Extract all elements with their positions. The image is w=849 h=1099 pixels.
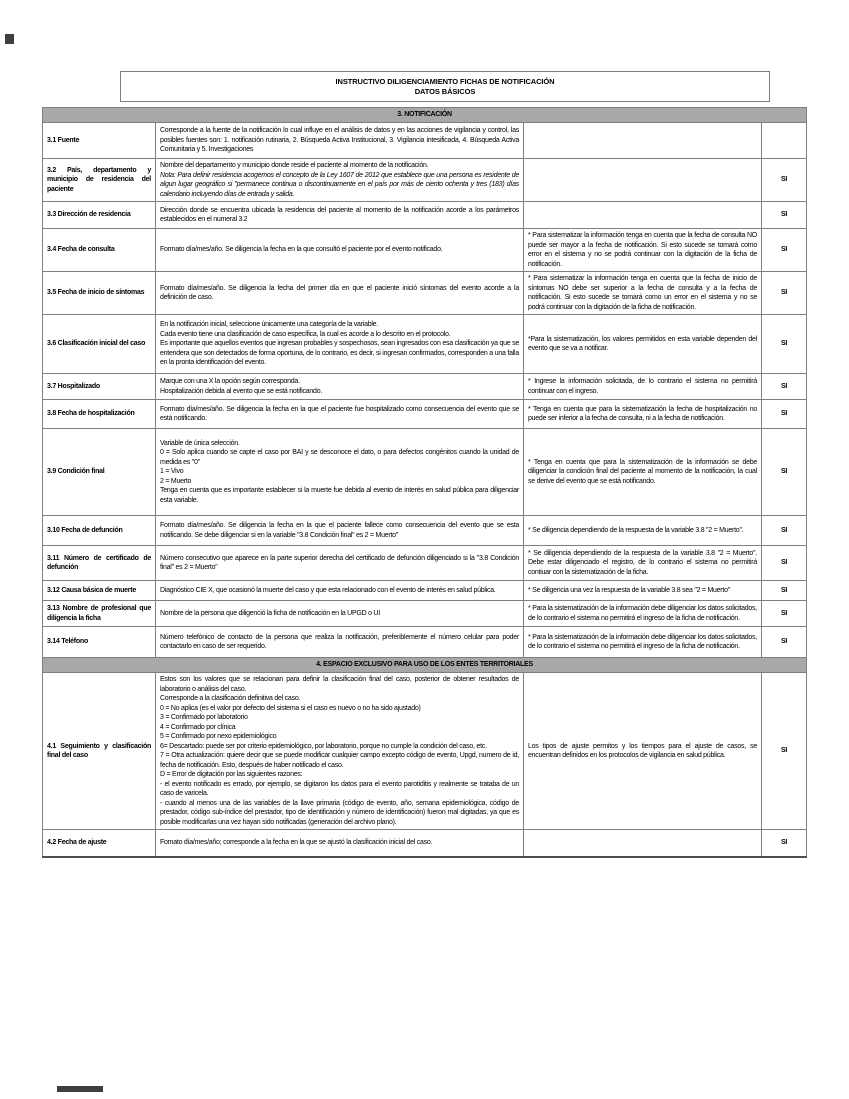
variable-cell: 3.4 Fecha de consulta <box>43 229 156 272</box>
variable-cell: 4.1 Seguimiento y clasificación final del caso <box>43 673 156 830</box>
description-paragraph: Fomato día/mes/año; corresponde a la fecha en la que se ajustó la clasificación inicial del caso. <box>160 839 433 846</box>
description-paragraph: 1 = Vivo <box>160 468 184 476</box>
description-paragraph: Número telefónico de contacto de la persona que realiza la notificación, preferiblemente el número celular para poder contactarlo en caso de ser requerido. <box>160 633 519 650</box>
si-cell: SI <box>762 673 807 830</box>
si-cell: SI <box>762 400 807 429</box>
description-paragraph: Nota: Para definir residencia acogemos el concepto de la Ley 1607 de 2012 que establece que una persona es residente de algun lugar geográfico si "permanece continua o discontinuamente en el país por más de ciento ochenta y tres (183) días calendario incluyendo días de entrada y salida. <box>160 171 519 198</box>
description-paragraph: Corresponde a la clasificación definitiva del caso. <box>160 695 301 702</box>
si-cell: SI <box>762 546 807 581</box>
variable-cell: 4.2 Fecha de ajuste <box>43 830 156 857</box>
description-paragraph: Es importante que aquellos eventos que ingresan probables y sospechosos, sean ingresados con esa clasificación ya que se entendera que son detectados de forma oportuna, de lo contrario, es decir, si ingresan confirmados, corresponden a una falla en la pronta identificación del evento. <box>160 340 519 367</box>
document-title-box <box>120 71 770 102</box>
description-paragraph: Dirección donde se encuentra ubicada la residencia del paciente al momento de la notificación acorde a los parámetros establecidos en el numeral 3.2 <box>160 206 519 223</box>
si-cell: SI <box>762 315 807 374</box>
description-paragraph: Número consecutivo que aparece en la parte superior derecha del certificado de defunción diligenciado si la "3.8 Condición final" es 2 = Muerto" <box>160 554 519 571</box>
variable-cell: 3.5 Fecha de inicio de síntomas <box>43 272 156 315</box>
table-row <box>43 374 807 400</box>
description-cell <box>156 429 524 516</box>
description-paragraph: Variable de única selección. <box>160 439 240 447</box>
description-paragraph: Formato día/mes/año. Se diligencia la fecha en la que el paciente fallece como consecuencia del evento que se esta notificando. Se debe diligenciar si en la variable "3.8 Condición final" es 2 = Muerto" <box>160 522 519 539</box>
note-cell <box>524 159 762 202</box>
variable-cell: 3.7 Hospitalizado <box>43 374 156 400</box>
description-paragraph: Tenga en cuenta que es importante establecer si la muerte fue debida al evento de interés en salud pública para diligenciar esta variable. <box>160 487 519 504</box>
note-cell <box>524 830 762 857</box>
description-paragraph: D = Error de digitación por las siguientes razones: <box>160 771 303 778</box>
note-cell: * Para la sistematización de la información debe diligenciar los datos solicitados, de lo contrario el sistema no permitirá el ingreso de la ficha de notificación. <box>524 627 762 658</box>
variable-cell: 3.2 País, departamento y municipio de residencia del paciente <box>43 159 156 202</box>
description-paragraph: Formato día/mes/año. Se diligencia la fecha del primer día en que el paciente inició síntomas del evento acorde a la definición de caso. <box>160 284 519 301</box>
section-row <box>43 108 807 123</box>
variable-cell: 3.10 Fecha de defunción <box>43 516 156 546</box>
si-cell: SI <box>762 202 807 229</box>
note-cell: * Tenga en cuenta que para la sistematización de la información se debe diligenciar la condición final del paciente al momento de la notificación, la cual se derive del evento que se está notificando. <box>524 429 762 516</box>
si-cell: SI <box>762 601 807 627</box>
table-row <box>43 429 807 516</box>
note-cell: * Se diligencia dependiendo de la respuesta de la variable 3.8 "2 = Muerto". Debe estar diligenciado el registro, de lo contrario el sistema no permitirá contiuar con la sistematización de la ficha. <box>524 546 762 581</box>
si-cell: SI <box>762 429 807 516</box>
table-row <box>43 123 807 159</box>
description-paragraph: Formato día/mes/año. Se diligencia la fecha en la que consultó el paciente por el evento notificado. <box>160 246 443 254</box>
description-cell <box>156 516 524 546</box>
table-row <box>43 673 807 830</box>
table-row <box>43 546 807 581</box>
description-paragraph: Nombre del departamento y municipio donde reside el paciente al momento de la notificación. <box>160 162 429 169</box>
description-paragraph: 2 = Muerto <box>160 477 192 485</box>
variable-cell: 3.6 Clasificación inicial del caso <box>43 315 156 374</box>
description-paragraph: Cada evento tiene una clasificación de caso específica, la cual es acorde a lo descrito en el protocolo. <box>160 330 451 338</box>
section-header: 4. ESPACIO EXCLUSIVO PARA USO DE LOS ENTES TERRITORIALES <box>43 658 807 673</box>
description-cell <box>156 673 524 830</box>
document-title-line1: INSTRUCTIVO DILIGENCIAMIENTO FICHAS DE NOTIFICACIÓN <box>335 77 555 86</box>
section-header: 3. NOTIFICACIÓN <box>43 108 807 123</box>
description-cell <box>156 272 524 315</box>
description-cell <box>156 229 524 272</box>
table-row <box>43 830 807 857</box>
variable-cell: 3.11 Número de certificado de defunción <box>43 546 156 581</box>
table-row <box>43 516 807 546</box>
description-paragraph: Marque con una X la opción según corresponda. <box>160 378 300 385</box>
page-corner-mark <box>5 34 14 44</box>
description-paragraph: 5 = Confirmado por nexo epidemiológico <box>160 733 277 740</box>
description-paragraph: Hospitalización debida al evento que se está notificando. <box>160 387 323 395</box>
note-cell <box>524 123 762 159</box>
description-cell <box>156 830 524 857</box>
variable-cell: 3.3 Dirección de residencia <box>43 202 156 229</box>
note-cell: *Para la sistematización, los valores permitidos en esta variable dependen del evento que se va a notificar. <box>524 315 762 374</box>
si-cell: SI <box>762 581 807 601</box>
si-cell: SI <box>762 830 807 857</box>
description-paragraph: Formato día/mes/año. Se diligencia la fecha en la que el paciente fue hospitalizado como consecuencia del evento que se está notificando. <box>160 405 519 422</box>
description-paragraph: 0 = No aplica (es el valor por defecto del sistema si el caso es nuevo o no ha sido ajustado) <box>160 704 421 712</box>
description-cell <box>156 315 524 374</box>
si-cell: SI <box>762 159 807 202</box>
note-cell <box>524 202 762 229</box>
description-paragraph: 0 = Solo aplica cuando se capte el caso por BAI y se desconoce el dato, o para defectos congénitos cuando la unidad de medida es "0" <box>160 449 519 466</box>
note-cell: * Tenga en cuenta que para la sistematización la fecha de hospitalización no puede ser inferior a la fecha de consulta, ni a la fecha de notificación. <box>524 400 762 429</box>
variable-cell: 3.8 Fecha de hospitalización <box>43 400 156 429</box>
variable-cell: 3.12 Causa básica de muerte <box>43 581 156 601</box>
si-cell: SI <box>762 627 807 658</box>
instructions-table <box>42 107 807 858</box>
description-paragraph: 6= Descartado: puede ser por criterio epidemiológico, por laboratorio, porque no cumple la condición del caso, etc. <box>160 742 487 750</box>
description-paragraph: - cuando al menos una de las variables de la llave primaria (código de evento, año, semana epidemiológica, código de prestador, código sub-índice del prestador, tipo de identificación y número de identificación) fueron mal digitadas, ya que es posible modificarlas una vez hayan sido notificadas (generación del archivo plano). <box>160 799 519 826</box>
si-cell: SI <box>762 272 807 315</box>
description-cell <box>156 374 524 400</box>
description-cell <box>156 202 524 229</box>
table-row <box>43 202 807 229</box>
description-cell <box>156 581 524 601</box>
page-footer-mark <box>57 1086 103 1092</box>
si-cell <box>762 123 807 159</box>
variable-cell: 3.13 Nombre de profesional que diligencia la ficha <box>43 601 156 627</box>
description-paragraph: - el evento notificado es errado, por ejemplo, se digitaron los datos para el evento parotiditis y realmente se trataba de un caso de varicela. <box>160 780 519 797</box>
table-row <box>43 159 807 202</box>
description-cell <box>156 123 524 159</box>
si-cell: SI <box>762 229 807 272</box>
description-paragraph: En la notificación inicial, seleccione únicamente una categoría de la variable. <box>160 321 379 329</box>
note-cell: * Se diligencia una vez la respuesta de la variable 3.8 sea "2 = Muerto" <box>524 581 762 601</box>
variable-cell: 3.1 Fuente <box>43 123 156 159</box>
description-paragraph: 7 = Otra actualización: quiere decir que se puede modificar cualquier campo excepto código de evento, Upgd, numero de id, fecha de notificación. Esto, después de haber notificado el caso. <box>160 752 519 769</box>
description-cell <box>156 546 524 581</box>
si-cell: SI <box>762 516 807 546</box>
table-row <box>43 627 807 658</box>
table-row <box>43 315 807 374</box>
description-cell <box>156 159 524 202</box>
note-cell: * Para sistematizar la información tenga en cuenta que la fecha de inicio de síntomas NO debe ser superior a la fecha de consulta y a la fecha de notificación. Si esto sucede se tomará como un error en el sistema y no se podrá continuar con la digitación de la ficha de notificación. <box>524 272 762 315</box>
si-cell: SI <box>762 374 807 400</box>
description-cell <box>156 400 524 429</box>
table-row <box>43 272 807 315</box>
description-cell <box>156 601 524 627</box>
description-paragraph: Estos son los valores que se relacionan para definir la clasificación final del caso, posterior de obtener resultados de laboratorio o análisis del caso. <box>160 676 519 693</box>
variable-cell: 3.9 Condición final <box>43 429 156 516</box>
description-paragraph: Corresponde a la fuente de la notificación lo cual influye en el análisis de datos y en las acciones de vigilancia y control, las posibles fuentes son: 1. notificación rutinaria, 2. Búsqueda Activa Institucional, 3. Vigilancia intesificada, 4. Búsqueda Activa Comunitaria y 5. Investigaciones <box>160 127 519 154</box>
note-cell: * Para sistematizar la información tenga en cuenta que la fecha de consulta NO puede ser mayor a la fecha de notificación. Si esto sucede se tomará como error en el sistema y no se podrá continuar con la digitación de la ficha de notificación. <box>524 229 762 272</box>
variable-cell: 3.14 Teléfono <box>43 627 156 658</box>
note-cell: Los tipos de ajuste permitos y los tiempos para el ajuste de casos, se encuentran definidos en los protocolos de vigilancia en salud pública. <box>524 673 762 830</box>
description-cell <box>156 627 524 658</box>
table-row <box>43 229 807 272</box>
note-cell: * Se diligencia dependiendo de la respuesta de la variable 3.8 "2 = Muerto". <box>524 516 762 546</box>
description-paragraph: Nombre de la persona que diligenció la ficha de notificación en la UPGD o UI <box>160 609 380 617</box>
description-paragraph: 3 = Confirmado por laboratorio <box>160 714 248 721</box>
note-cell: * Ingrese la información solicitada, de lo contrario el sistema no permitirá continuar con el ingreso. <box>524 374 762 400</box>
table-row <box>43 581 807 601</box>
description-paragraph: Diagnóstico CIE X, que ocasionó la muerte del caso y que esta relacionado con el evento de interés en salud pública. <box>160 586 496 594</box>
table-row <box>43 601 807 627</box>
note-cell: * Para la sistematización de la información debe diligenciar los datos solicitados, de lo contrario el sistema no permitirá el ingreso de la ficha de notificación. <box>524 601 762 627</box>
section-row <box>43 658 807 673</box>
description-paragraph: 4 = Confirmado por clínica <box>160 723 236 731</box>
table-row <box>43 400 807 429</box>
document-title-line2: DATOS BÁSICOS <box>414 87 476 96</box>
